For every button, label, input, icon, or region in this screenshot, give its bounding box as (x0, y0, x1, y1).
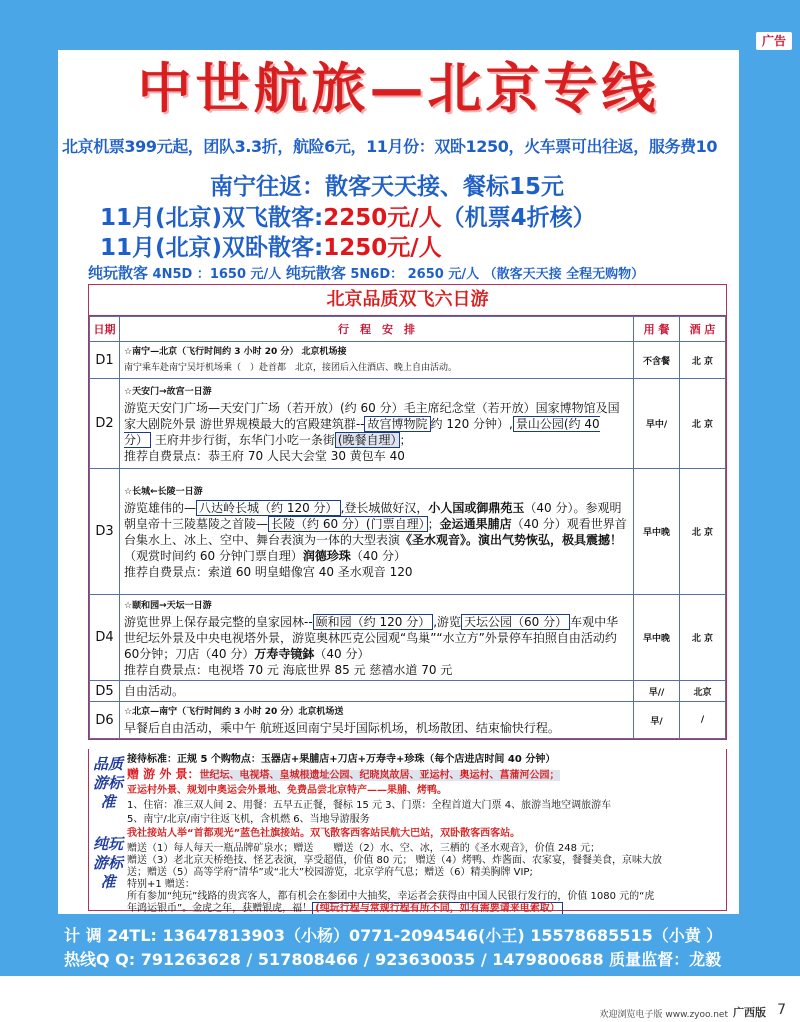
ad-tag: 广告 (756, 32, 792, 50)
day-label: D4 (90, 595, 120, 681)
day-body: 早餐后自由活动，乘中午 航班返回南宁吴圩国际机场，机场散团、结束愉快行程。 (124, 721, 560, 735)
shop-name: 金运通果脯店 (439, 516, 512, 531)
hotel-cell: 北京 (680, 681, 726, 702)
text: （40 分）。参观明朝皇帝十三陵墓陵之首陵— (124, 500, 622, 531)
day-heading: ☆长城←长陵一日游 (124, 486, 203, 497)
boxed-spot: 八达岭长城（约 120 分） (196, 500, 341, 516)
hotel-cell: / (680, 702, 726, 739)
text: 约 120 分钟）, (430, 416, 513, 431)
quality-line-1: 接待标准：正规 5 个购物点：玉器店+果脯店+刀店+万寿寺+珍珠（每个店进店时间 40 分钟） (127, 754, 556, 765)
hotel-cell: 北 京 (680, 595, 726, 681)
promo-4-label: 11月(北京)双卧散客: (100, 235, 324, 261)
text: ,登长城做好汉， (340, 500, 429, 515)
day-label: D3 (90, 469, 120, 595)
day-body (124, 500, 629, 564)
text: 车观中华世纪坛外景及中央电视塔外景，游览奥林匹克公园观“鸟巢”“水立方”外景停车拍照自由活动约 60分钟；刀店（40 分） (124, 614, 619, 661)
meal-cell: 不含餐 (634, 342, 680, 379)
quality-line-2 (127, 765, 726, 782)
day-desc (120, 379, 634, 469)
day-desc (120, 342, 634, 379)
hotel-cell: 北 京 (680, 379, 726, 469)
table-row-d4 (90, 595, 726, 681)
boxed-spot: 景山公园(约 40 分） (124, 416, 600, 447)
shop-name: 万寿寺镜鉢 (254, 646, 315, 661)
shop-name: 小人国或御鼎苑玉 (428, 500, 525, 515)
promo-5-label-a: 纯玩散客 (88, 264, 149, 282)
promo-line-5 (88, 262, 644, 283)
table-row-d3 (90, 469, 726, 595)
table-row-d2 (90, 379, 726, 469)
page-number: 7 (777, 1002, 786, 1018)
boxed-spot: 颐和园（约 120 分） (313, 614, 434, 630)
gift-list: 世纪坛、电视塔、皇城根遗址公园、纪晓岚故居、亚运村、奥运村、菖蒲河公园； (199, 770, 560, 781)
promo-3-note: （机票4折核） (441, 205, 596, 231)
text: 王府井步行街，东华门小吃一条街 (154, 432, 335, 447)
table-row-d6 (90, 702, 726, 739)
text: ,游览 (433, 614, 462, 629)
hotel-cell: 北 京 (680, 342, 726, 379)
pure-line-3: 送；赠送（5）高等学府“清华”或“北大”校园游览，北京学府气息；赠送（6）精美胸牌 VIP; (127, 867, 533, 878)
quality-line-6: 我社接站人举“首都观光”蓝色社旗接站。双飞散客西客站民航大巴站，双卧散客西客站。 (127, 828, 521, 839)
contact-line-2: 热线Q Q: 791263628 / 517808466 / 923630035 / 1479800688 质量监督：龙毅 (64, 950, 722, 969)
day-heading: ☆天安门→故宫一日游 (124, 386, 212, 397)
pure-line-6 (127, 899, 726, 914)
day-desc (120, 702, 634, 739)
boxed-spot: (晚餐自理） (335, 432, 400, 448)
header-meal: 用 餐 (634, 317, 680, 342)
promo-line-1: 北京机票399元起，团队3.3折，航险6元，11月份：双卧1250，火车票可出往返，服务费10 (62, 137, 718, 156)
meal-cell: 早中/ (634, 379, 680, 469)
table-row-d1 (90, 342, 726, 379)
text: （40 分）观看世界首台集水上、冰上、空中、舞台表演为一体的大型表演 (124, 516, 627, 547)
day-desc (120, 595, 634, 681)
show-name: 《圣水观音》。演出气势恢弘，极具震撼！ (400, 532, 623, 547)
text: （40 分） (314, 646, 370, 661)
day-body (124, 400, 629, 448)
text: ； (399, 432, 412, 447)
contact-line-1: 计 调 24TL: 13647813903（小杨）0771-2094546(小王) 15578685515（小黄 ） (64, 926, 723, 945)
day-desc: 自由活动。 (120, 681, 634, 702)
boxed-spot: 长陵（约 60 分）(门票自理） (268, 516, 428, 532)
day-heading: ☆北京—南宁（飞行时间约 3 小时 20 分）北京机场送 (124, 707, 344, 717)
promo-4-price: 1250元/人 (323, 235, 442, 261)
promo-3-price: 2250元/人 (323, 205, 442, 231)
pure-line-1: 赠送（1）每人每天一瓶品牌矿泉水；赠送 赠送（2）水、空、冰，三栖的《圣水观音》，价值 248 元； (127, 843, 601, 854)
header-schedule: 行 程 安 排 (120, 317, 634, 342)
footer-edition: 广西版 (733, 1006, 766, 1019)
header-date: 日期 (90, 317, 120, 342)
boxed-note: (纯玩行程与常规行程有所不同，如有需要请来电索取） (312, 902, 563, 914)
itinerary-table (88, 284, 727, 740)
day-recommend: 推荐自费景点：索道 60 明皇蜡像宫 40 圣水观音 120 (124, 564, 413, 579)
day-recommend: 推荐自费景点：电视塔 70 元 海底世界 85 元 慈禧水道 70 元 (124, 662, 453, 677)
text: （观赏时间约 60 分钟门票自理） (124, 548, 303, 563)
gift-label: 赠 游 外 景： (127, 767, 200, 781)
text: 游览世界上保存最完整的皇家园林-- (124, 614, 313, 629)
meal-cell: 早中晚 (634, 469, 680, 595)
promo-line-2: 南宁往返：散客天天接、餐标15元 (210, 174, 565, 200)
table-header-row (90, 317, 726, 342)
text: 年鸿运银币”。金虎之年，获赠银虎，福！ (127, 903, 313, 914)
meal-cell: 早/ (634, 702, 680, 739)
page-title: 中世航旅—北京专线 (137, 56, 660, 120)
itinerary-title: 北京品质双飞六日游 (89, 285, 726, 316)
meal-cell: 早// (634, 681, 680, 702)
day-body (124, 614, 629, 662)
promo-line-4 (100, 229, 442, 262)
quality-label: 品质游标准 (92, 755, 123, 811)
day-recommend: 推荐自费景点：恭王府 70 人民大会堂 30 黄包车 40 (124, 448, 405, 463)
shop-name: 润德珍珠 (302, 548, 351, 563)
quality-line-5: 5、南宁/北京/南宁往返飞机，含机燃 6、当地导游服务 (127, 814, 370, 825)
text: ； (427, 516, 440, 531)
boxed-spot: 故宫博物院 (364, 416, 430, 432)
footer-url[interactable]: 欢迎浏览电子版 www.zyoo.net (599, 1010, 728, 1020)
table-row-d5 (90, 681, 726, 702)
day-heading: ☆南宁—北京（飞行时间约 3 小时 20 分） 北京机场接 (124, 347, 347, 357)
promo-5-text-b: 5N6D： 2650 元/人 （散客天天接 全程无购物） (345, 267, 645, 282)
pure-label: 纯玩游标准 (92, 835, 123, 891)
pure-line-5: 所有参加“纯玩”线路的贵宾客人，都有机会在参团中大抽奖，幸运者会获得由中国人民银行发行的，价值 1080 元的“虎 (127, 891, 655, 902)
pure-line-2: 赠送（3）老北京天桥绝技、怪艺表演，享受超值，价值 80 元； 赠送（4）烤鸭、炸酱面、农家宴，餐餐美食，京味大放 (127, 855, 662, 866)
promo-5-text-a: 4N5D ：1650 元/人 (148, 267, 286, 282)
pure-line-4: 特别+1 赠送： (127, 879, 195, 890)
quality-line-4: 1、住宿：准三双人间 2、用餐：五早五正餐，餐标 15 元 3、门票：全程首道大门票 4、旅游当地空调旅游车 (127, 800, 612, 811)
promo-line-3 (100, 199, 596, 232)
promo-5-label-b: 纯玩散客 (285, 264, 346, 282)
day-label: D1 (90, 342, 120, 379)
day-label: D6 (90, 702, 120, 739)
day-desc (120, 469, 634, 595)
text: 游览雄伟的— (124, 500, 197, 515)
day-heading: ☆颐和园→天坛一日游 (124, 600, 212, 611)
day-sub: 南宁乘车赴南宁吴圩机场乘（ ）赴首都 北京，接团后入住酒店、晚上自由活动。 (124, 363, 458, 373)
text: 游览天安门广场—天安门广场（若开放）(约 60 分）毛主席纪念堂（若开放）国家博物馆及国家大剧院外景 游世界规模最大的宫殿建筑群-- (124, 400, 620, 431)
header-hotel: 酒 店 (680, 317, 726, 342)
meal-cell: 早中晚 (634, 595, 680, 681)
boxed-spot: 天坛公园（60 分） (461, 614, 570, 630)
text: （40 分） (350, 548, 407, 563)
day-label: D5 (90, 681, 120, 702)
promo-3-label: 11月(北京)双飞散客: (100, 205, 324, 231)
hotel-cell: 北 京 (680, 469, 726, 595)
standards-panel (88, 749, 727, 914)
quality-line-3: 亚运村外景、规划中奥运会外景地、免费品尝北京特产——果脯、烤鸭。 (127, 785, 447, 796)
day-label: D2 (90, 379, 120, 469)
